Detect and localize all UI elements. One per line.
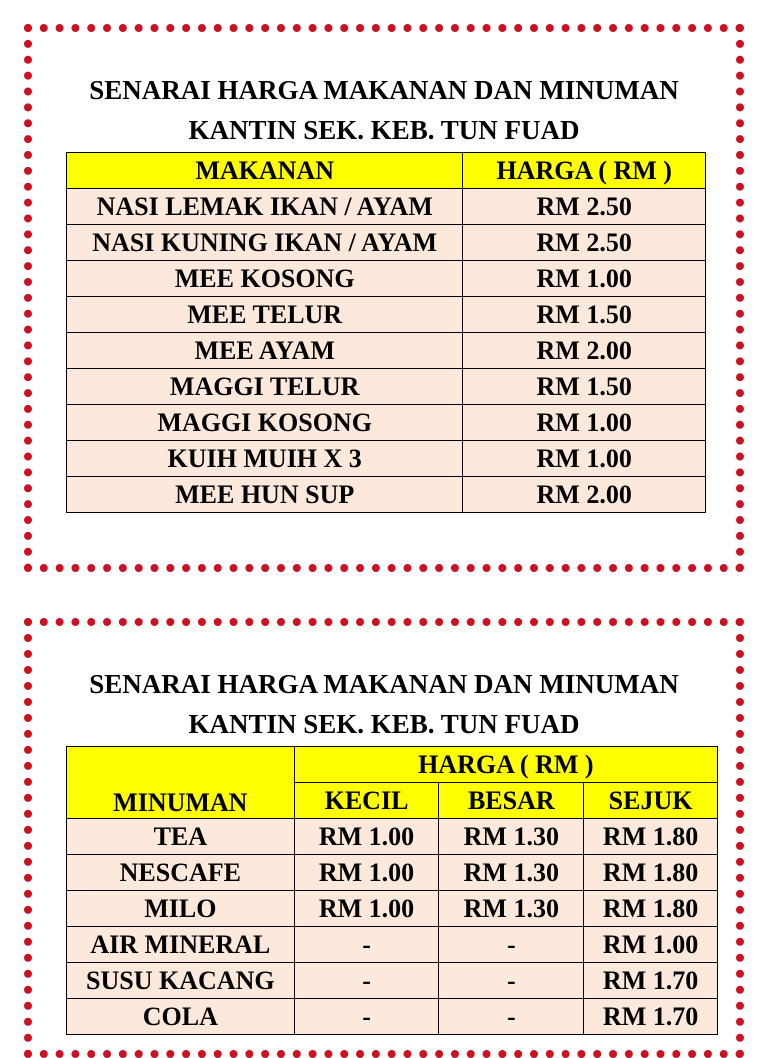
- drink-small-price-cell: RM 1.00: [294, 819, 439, 855]
- food-item-cell: MEE HUN SUP: [67, 477, 463, 513]
- column-header-drink: MINUMAN: [67, 747, 295, 819]
- food-item-cell: MEE KOSONG: [67, 261, 463, 297]
- table-row: [67, 891, 718, 927]
- food-price-cell: RM 2.50: [463, 225, 706, 261]
- food-item-cell: MAGGI KOSONG: [67, 405, 463, 441]
- table-row: [67, 963, 718, 999]
- column-header-large: BESAR: [439, 783, 584, 819]
- food-item-cell: MEE TELUR: [67, 297, 463, 333]
- table-row: [67, 261, 706, 297]
- drink-large-price-cell: RM 1.30: [439, 891, 584, 927]
- table-row: [67, 189, 706, 225]
- drink-item-cell: NESCAFE: [67, 855, 295, 891]
- drink-cold-price-cell: RM 1.80: [584, 819, 718, 855]
- food-price-table: [66, 152, 706, 513]
- drink-item-cell: AIR MINERAL: [67, 927, 295, 963]
- table-row: [67, 819, 718, 855]
- column-header-price-group: HARGA ( RM ): [294, 747, 717, 783]
- table-row: [67, 999, 718, 1035]
- food-price-cell: RM 1.50: [463, 369, 706, 405]
- drink-cold-price-cell: RM 1.00: [584, 927, 718, 963]
- food-item-cell: KUIH MUIH X 3: [67, 441, 463, 477]
- column-header-price: HARGA ( RM ): [463, 153, 706, 189]
- table-row: [67, 405, 706, 441]
- food-price-cell: RM 1.00: [463, 441, 706, 477]
- table-row: [67, 225, 706, 261]
- drink-price-table: [66, 746, 718, 1035]
- card-heading-line2: KANTIN SEK. KEB. TUN FUAD: [188, 709, 580, 739]
- column-header-small: KECIL: [294, 783, 439, 819]
- drink-cold-price-cell: RM 1.70: [584, 999, 718, 1035]
- food-price-card: [24, 24, 744, 572]
- food-price-cell: RM 2.00: [463, 333, 706, 369]
- table-row: [67, 927, 718, 963]
- drink-item-cell: TEA: [67, 819, 295, 855]
- food-item-cell: MEE AYAM: [67, 333, 463, 369]
- drink-cold-price-cell: RM 1.70: [584, 963, 718, 999]
- drink-item-cell: MILO: [67, 891, 295, 927]
- drink-large-price-cell: -: [439, 963, 584, 999]
- table-header-row: [67, 747, 718, 783]
- table-row: [67, 333, 706, 369]
- drink-small-price-cell: RM 1.00: [294, 855, 439, 891]
- table-row: [67, 477, 706, 513]
- drink-large-price-cell: -: [439, 999, 584, 1035]
- drink-large-price-cell: -: [439, 927, 584, 963]
- table-row: [67, 441, 706, 477]
- drink-large-price-cell: RM 1.30: [439, 819, 584, 855]
- drink-cold-price-cell: RM 1.80: [584, 891, 718, 927]
- table-row: [67, 855, 718, 891]
- drink-large-price-cell: RM 1.30: [439, 855, 584, 891]
- drink-cold-price-cell: RM 1.80: [584, 855, 718, 891]
- food-price-cell: RM 1.00: [463, 405, 706, 441]
- food-price-cell: RM 1.00: [463, 261, 706, 297]
- food-item-cell: NASI LEMAK IKAN / AYAM: [67, 189, 463, 225]
- drink-item-cell: SUSU KACANG: [67, 963, 295, 999]
- food-item-cell: MAGGI TELUR: [67, 369, 463, 405]
- drink-small-price-cell: -: [294, 927, 439, 963]
- table-row: [67, 369, 706, 405]
- card-heading-line1: SENARAI HARGA MAKANAN DAN MINUMAN: [89, 75, 679, 105]
- table-row: [67, 297, 706, 333]
- drink-item-cell: COLA: [67, 999, 295, 1035]
- drink-price-card: [24, 618, 744, 1058]
- column-header-cold: SEJUK: [584, 783, 718, 819]
- card-heading-line2: KANTIN SEK. KEB. TUN FUAD: [188, 115, 580, 145]
- column-header-food: MAKANAN: [67, 153, 463, 189]
- food-price-cell: RM 2.50: [463, 189, 706, 225]
- drink-small-price-cell: RM 1.00: [294, 891, 439, 927]
- drink-small-price-cell: -: [294, 963, 439, 999]
- food-price-cell: RM 2.00: [463, 477, 706, 513]
- table-header-row: [67, 153, 706, 189]
- food-item-cell: NASI KUNING IKAN / AYAM: [67, 225, 463, 261]
- food-price-cell: RM 1.50: [463, 297, 706, 333]
- drink-small-price-cell: -: [294, 999, 439, 1035]
- card-heading-line1: SENARAI HARGA MAKANAN DAN MINUMAN: [89, 669, 679, 699]
